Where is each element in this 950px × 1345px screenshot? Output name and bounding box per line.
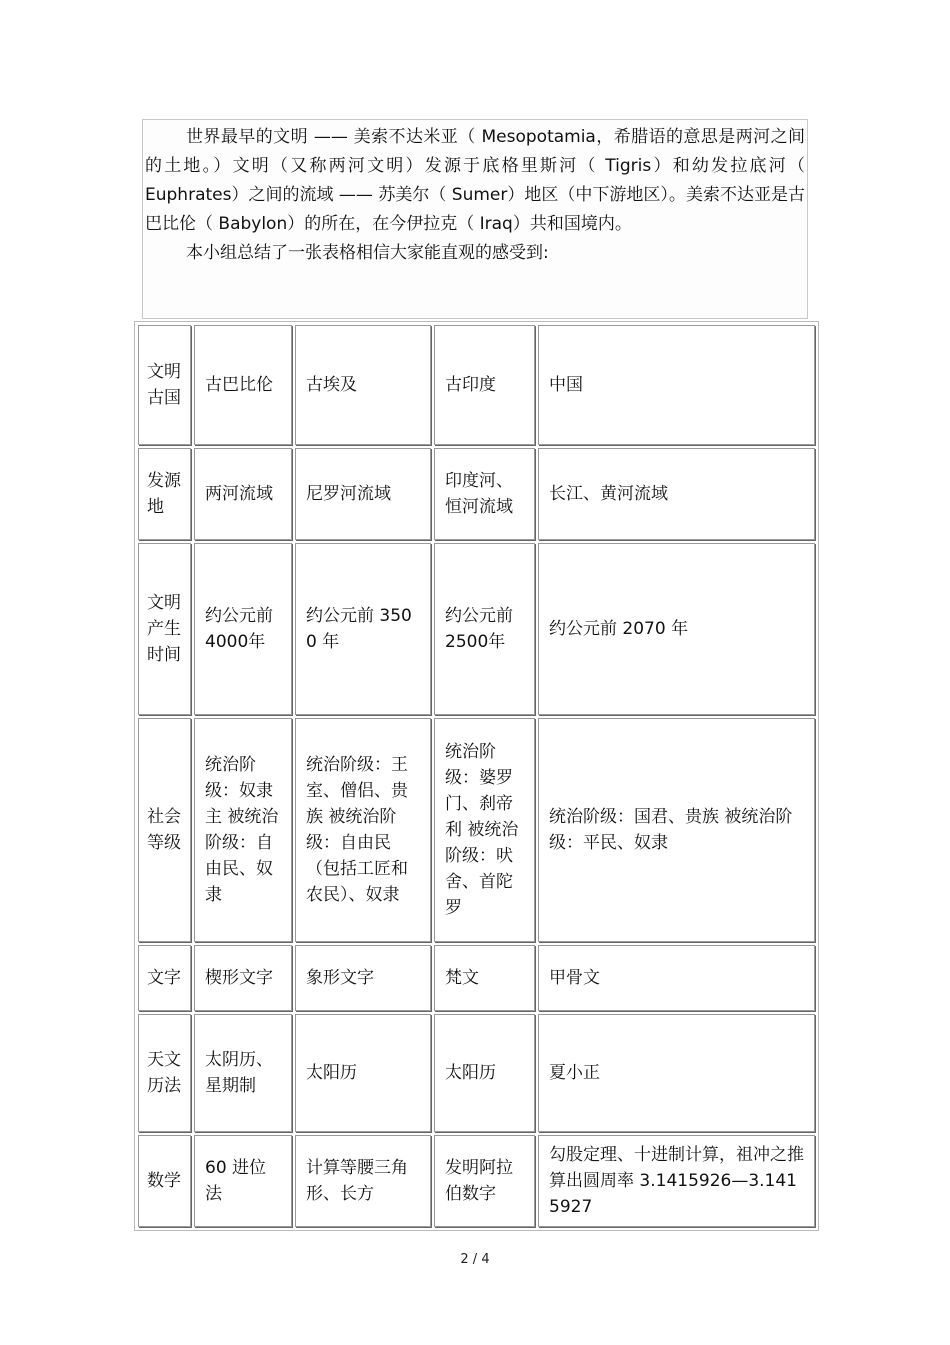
cell-babylon: 太阴历、星期制 xyxy=(194,1014,292,1132)
page-number: 2 / 4 xyxy=(460,1252,490,1267)
cell-india: 发明阿拉伯数字 xyxy=(434,1135,535,1227)
intro-box xyxy=(142,119,808,319)
cell-egypt: 统治阶级：王室、僧侣、贵族 被统治阶级：自由民（包括工匠和农民）、奴隶 xyxy=(295,718,431,942)
row-label: 社会等级 xyxy=(138,718,191,942)
intro-paragraph-2: 本小组总结了一张表格相信大家能直观的感受到: xyxy=(186,243,549,263)
cell-babylon: 两河流域 xyxy=(194,448,292,540)
cell-egypt: 计算等腰三角形、长方 xyxy=(295,1135,431,1227)
cell-china: 夏小正 xyxy=(538,1014,815,1132)
table-row xyxy=(138,448,815,540)
intro-paragraph-1: 世界最早的文明 —— 美索不达米亚（ Mesopotamia，希腊语的意思是两河之间的土地。）文明（又称两河文明）发源于底格里斯河（ Tigris）和幼发拉底河（ Euphrates）之间的流域 —— 苏美尔（ Sumer）地区（中下游地区）。美索不达亚是古巴比伦（ Babylon）的所在，在今伊拉克（ Iraq）共和国境内。 xyxy=(145,127,805,234)
row-label: 发源地 xyxy=(138,448,191,540)
cell-egypt: 象形文字 xyxy=(295,945,431,1011)
cell-egypt: 约公元前 3500 年 xyxy=(295,543,431,715)
row-label: 文明产生时间 xyxy=(138,543,191,715)
cell-india: 印度河、恒河流域 xyxy=(434,448,535,540)
cell-china: 统治阶级：国君、贵族 被统治阶级：平民、奴隶 xyxy=(538,718,815,942)
cell-babylon: 统治阶级：奴隶主 被统治阶级：自由民、奴隶 xyxy=(194,718,292,942)
cell-india: 古印度 xyxy=(434,325,535,445)
table-row xyxy=(138,718,815,942)
row-label: 文明古国 xyxy=(138,325,191,445)
cell-egypt: 尼罗河流域 xyxy=(295,448,431,540)
cell-babylon: 楔形文字 xyxy=(194,945,292,1011)
table-row xyxy=(138,1014,815,1132)
table-row xyxy=(138,1135,815,1227)
cell-india: 统治阶级：婆罗门、刹帝利 被统治阶级：吠舍、首陀罗 xyxy=(434,718,535,942)
cell-babylon: 古巴比伦 xyxy=(194,325,292,445)
cell-china: 甲骨文 xyxy=(538,945,815,1011)
cell-india: 太阳历 xyxy=(434,1014,535,1132)
row-label: 天文历法 xyxy=(138,1014,191,1132)
cell-babylon: 约公元前 4000年 xyxy=(194,543,292,715)
cell-china: 中国 xyxy=(538,325,815,445)
civilization-table xyxy=(134,321,819,1231)
cell-egypt: 太阳历 xyxy=(295,1014,431,1132)
row-label: 文字 xyxy=(138,945,191,1011)
row-label: 数学 xyxy=(138,1135,191,1227)
cell-egypt: 古埃及 xyxy=(295,325,431,445)
cell-china: 勾股定理、十进制计算，祖冲之推算出圆周率 3.1415926—3.1415927 xyxy=(538,1135,815,1227)
cell-babylon: 60 进位法 xyxy=(194,1135,292,1227)
table-row xyxy=(138,543,815,715)
table-row xyxy=(138,325,815,445)
table-row xyxy=(138,945,815,1011)
cell-india: 梵文 xyxy=(434,945,535,1011)
cell-india: 约公元前 2500年 xyxy=(434,543,535,715)
cell-china: 约公元前 2070 年 xyxy=(538,543,815,715)
cell-china: 长江、黄河流域 xyxy=(538,448,815,540)
